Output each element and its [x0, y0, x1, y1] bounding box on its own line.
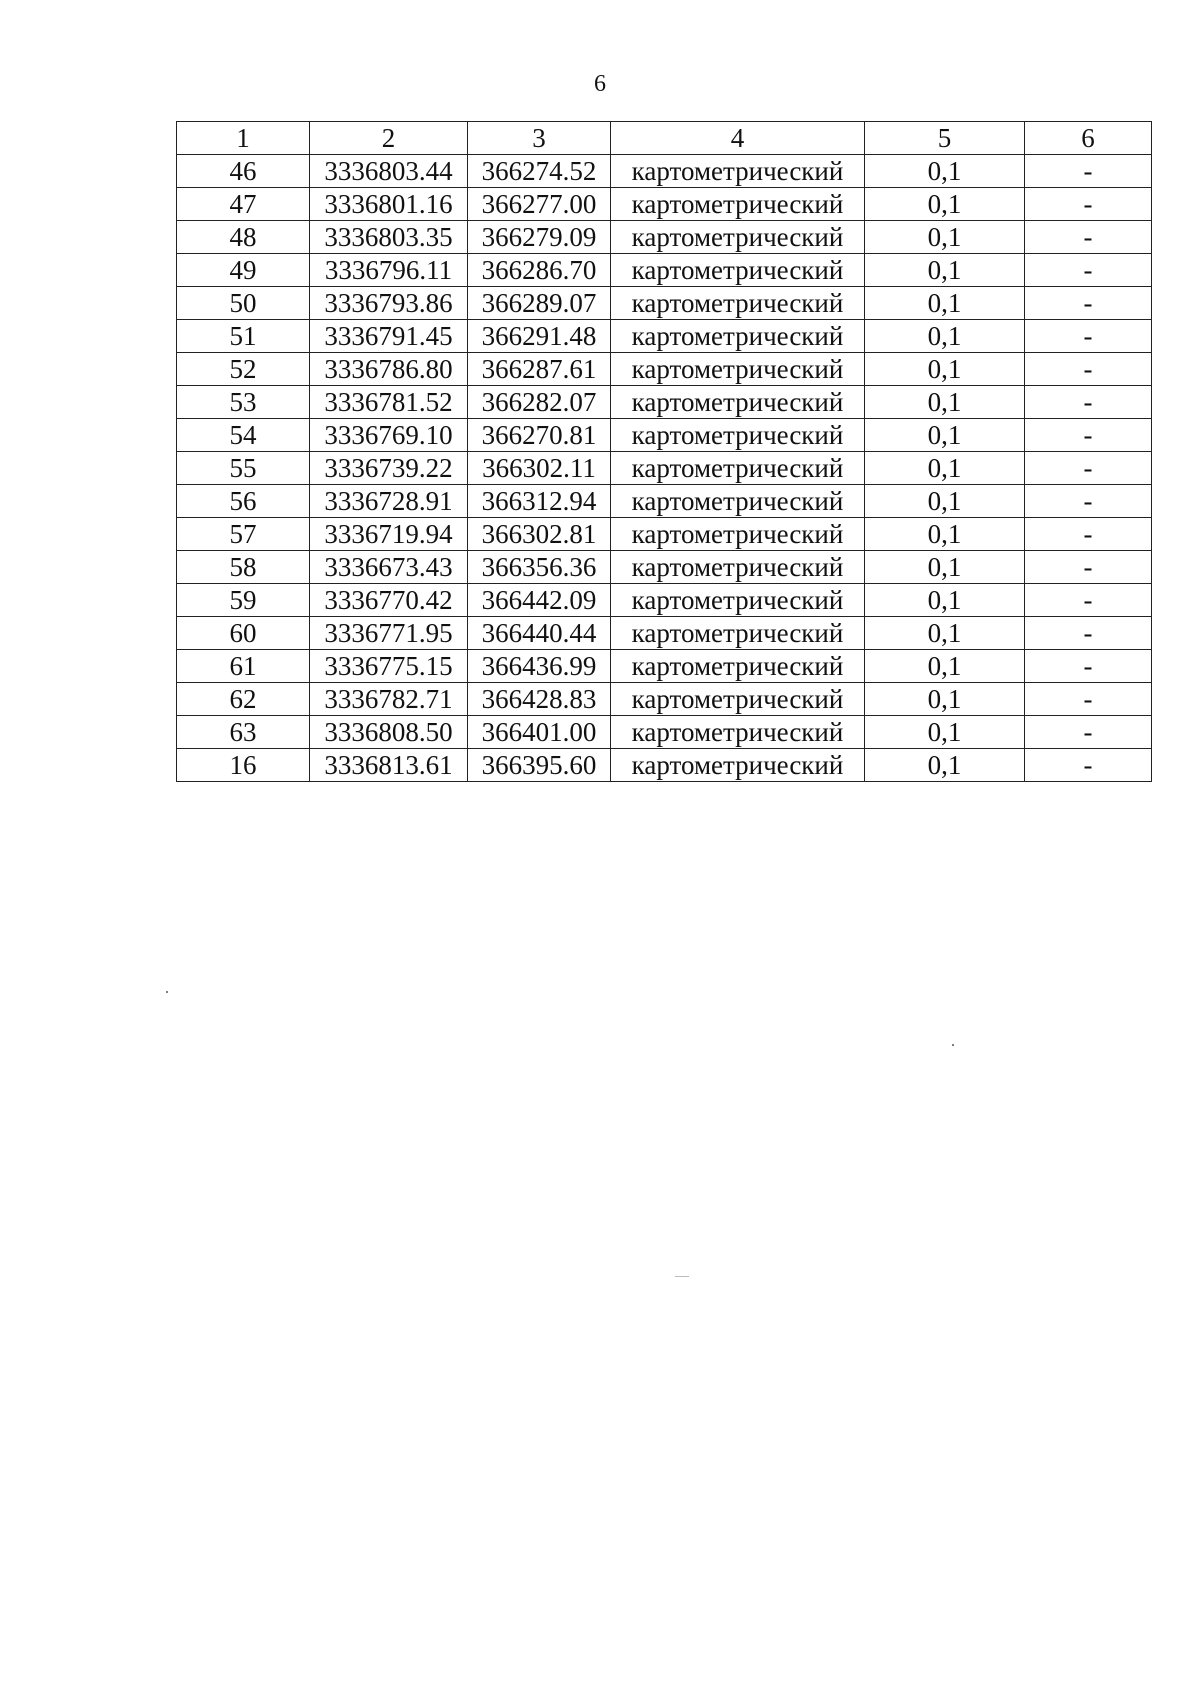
cell-method: картометрический	[611, 584, 865, 617]
cell-method: картометрический	[611, 386, 865, 419]
cell-method: картометрический	[611, 518, 865, 551]
cell-accuracy: 0,1	[865, 254, 1025, 287]
table-row	[177, 188, 1152, 221]
cell-x-coordinate: 3336791.45	[310, 320, 468, 353]
cell-note: -	[1025, 617, 1152, 650]
cell-accuracy: 0,1	[865, 716, 1025, 749]
cell-y-coordinate: 366442.09	[468, 584, 611, 617]
cell-point-number: 52	[177, 353, 310, 386]
cell-method: картометрический	[611, 419, 865, 452]
cell-x-coordinate: 3336771.95	[310, 617, 468, 650]
table-row	[177, 551, 1152, 584]
header-cell-4: 4	[611, 122, 865, 155]
table-row	[177, 716, 1152, 749]
cell-point-number: 56	[177, 485, 310, 518]
cell-method: картометрический	[611, 254, 865, 287]
header-cell-6: 6	[1025, 122, 1152, 155]
header-cell-1: 1	[177, 122, 310, 155]
cell-y-coordinate: 366428.83	[468, 683, 611, 716]
page-number: 6	[594, 71, 606, 97]
cell-note: -	[1025, 518, 1152, 551]
cell-x-coordinate: 3336673.43	[310, 551, 468, 584]
cell-point-number: 55	[177, 452, 310, 485]
cell-x-coordinate: 3336803.44	[310, 155, 468, 188]
cell-accuracy: 0,1	[865, 452, 1025, 485]
table-row	[177, 353, 1152, 386]
table-row	[177, 221, 1152, 254]
cell-y-coordinate: 366289.07	[468, 287, 611, 320]
cell-point-number: 49	[177, 254, 310, 287]
cell-accuracy: 0,1	[865, 551, 1025, 584]
cell-point-number: 16	[177, 749, 310, 782]
cell-note: -	[1025, 650, 1152, 683]
cell-note: -	[1025, 155, 1152, 188]
table-row	[177, 485, 1152, 518]
cell-y-coordinate: 366436.99	[468, 650, 611, 683]
cell-method: картометрический	[611, 716, 865, 749]
cell-y-coordinate: 366395.60	[468, 749, 611, 782]
coordinates-table	[176, 121, 1152, 782]
cell-note: -	[1025, 716, 1152, 749]
cell-y-coordinate: 366277.00	[468, 188, 611, 221]
cell-y-coordinate: 366440.44	[468, 617, 611, 650]
cell-note: -	[1025, 188, 1152, 221]
cell-accuracy: 0,1	[865, 188, 1025, 221]
table-row	[177, 650, 1152, 683]
cell-note: -	[1025, 551, 1152, 584]
cell-note: -	[1025, 287, 1152, 320]
cell-x-coordinate: 3336796.11	[310, 254, 468, 287]
cell-x-coordinate: 3336781.52	[310, 386, 468, 419]
cell-y-coordinate: 366270.81	[468, 419, 611, 452]
cell-method: картометрический	[611, 353, 865, 386]
cell-point-number: 46	[177, 155, 310, 188]
scan-speck	[166, 991, 168, 993]
cell-note: -	[1025, 485, 1152, 518]
cell-point-number: 59	[177, 584, 310, 617]
cell-x-coordinate: 3336793.86	[310, 287, 468, 320]
cell-method: картометрический	[611, 155, 865, 188]
table-row	[177, 749, 1152, 782]
cell-y-coordinate: 366279.09	[468, 221, 611, 254]
cell-y-coordinate: 366302.81	[468, 518, 611, 551]
cell-method: картометрический	[611, 617, 865, 650]
cell-note: -	[1025, 353, 1152, 386]
cell-method: картометрический	[611, 320, 865, 353]
cell-method: картометрический	[611, 452, 865, 485]
cell-accuracy: 0,1	[865, 584, 1025, 617]
cell-note: -	[1025, 584, 1152, 617]
cell-note: -	[1025, 254, 1152, 287]
cell-method: картометрический	[611, 221, 865, 254]
cell-x-coordinate: 3336719.94	[310, 518, 468, 551]
cell-accuracy: 0,1	[865, 485, 1025, 518]
cell-note: -	[1025, 683, 1152, 716]
cell-accuracy: 0,1	[865, 683, 1025, 716]
cell-y-coordinate: 366356.36	[468, 551, 611, 584]
table-row	[177, 287, 1152, 320]
cell-x-coordinate: 3336786.80	[310, 353, 468, 386]
cell-method: картометрический	[611, 683, 865, 716]
cell-accuracy: 0,1	[865, 386, 1025, 419]
cell-x-coordinate: 3336813.61	[310, 749, 468, 782]
cell-note: -	[1025, 419, 1152, 452]
table-header	[177, 122, 1152, 155]
cell-x-coordinate: 3336739.22	[310, 452, 468, 485]
table-row	[177, 386, 1152, 419]
cell-x-coordinate: 3336775.15	[310, 650, 468, 683]
cell-x-coordinate: 3336808.50	[310, 716, 468, 749]
cell-y-coordinate: 366291.48	[468, 320, 611, 353]
cell-accuracy: 0,1	[865, 419, 1025, 452]
cell-accuracy: 0,1	[865, 518, 1025, 551]
header-row	[177, 122, 1152, 155]
cell-accuracy: 0,1	[865, 320, 1025, 353]
cell-y-coordinate: 366312.94	[468, 485, 611, 518]
cell-y-coordinate: 366287.61	[468, 353, 611, 386]
cell-point-number: 50	[177, 287, 310, 320]
cell-method: картометрический	[611, 188, 865, 221]
cell-point-number: 60	[177, 617, 310, 650]
cell-y-coordinate: 366302.11	[468, 452, 611, 485]
table-row	[177, 584, 1152, 617]
cell-method: картометрический	[611, 650, 865, 683]
cell-y-coordinate: 366401.00	[468, 716, 611, 749]
cell-note: -	[1025, 452, 1152, 485]
table-row	[177, 452, 1152, 485]
cell-accuracy: 0,1	[865, 650, 1025, 683]
cell-y-coordinate: 366282.07	[468, 386, 611, 419]
table-row	[177, 155, 1152, 188]
cell-method: картометрический	[611, 485, 865, 518]
cell-accuracy: 0,1	[865, 617, 1025, 650]
table-row	[177, 419, 1152, 452]
table-row	[177, 254, 1152, 287]
cell-x-coordinate: 3336769.10	[310, 419, 468, 452]
cell-point-number: 54	[177, 419, 310, 452]
cell-x-coordinate: 3336728.91	[310, 485, 468, 518]
cell-point-number: 48	[177, 221, 310, 254]
header-cell-2: 2	[310, 122, 468, 155]
table-row	[177, 683, 1152, 716]
scan-speck	[675, 1276, 689, 1277]
cell-point-number: 61	[177, 650, 310, 683]
cell-note: -	[1025, 221, 1152, 254]
cell-x-coordinate: 3336770.42	[310, 584, 468, 617]
header-cell-3: 3	[468, 122, 611, 155]
cell-note: -	[1025, 386, 1152, 419]
cell-x-coordinate: 3336803.35	[310, 221, 468, 254]
cell-accuracy: 0,1	[865, 221, 1025, 254]
header-cell-5: 5	[865, 122, 1025, 155]
cell-accuracy: 0,1	[865, 287, 1025, 320]
cell-point-number: 63	[177, 716, 310, 749]
scan-speck	[952, 1044, 954, 1046]
table-row	[177, 617, 1152, 650]
table-row	[177, 518, 1152, 551]
cell-note: -	[1025, 320, 1152, 353]
cell-point-number: 57	[177, 518, 310, 551]
cell-accuracy: 0,1	[865, 353, 1025, 386]
cell-note: -	[1025, 749, 1152, 782]
cell-point-number: 62	[177, 683, 310, 716]
cell-method: картометрический	[611, 287, 865, 320]
cell-method: картометрический	[611, 749, 865, 782]
cell-accuracy: 0,1	[865, 155, 1025, 188]
cell-point-number: 53	[177, 386, 310, 419]
cell-x-coordinate: 3336801.16	[310, 188, 468, 221]
cell-x-coordinate: 3336782.71	[310, 683, 468, 716]
cell-accuracy: 0,1	[865, 749, 1025, 782]
cell-point-number: 58	[177, 551, 310, 584]
cell-point-number: 47	[177, 188, 310, 221]
table-body	[177, 155, 1152, 782]
cell-method: картометрический	[611, 551, 865, 584]
cell-y-coordinate: 366286.70	[468, 254, 611, 287]
table-row	[177, 320, 1152, 353]
cell-point-number: 51	[177, 320, 310, 353]
cell-y-coordinate: 366274.52	[468, 155, 611, 188]
